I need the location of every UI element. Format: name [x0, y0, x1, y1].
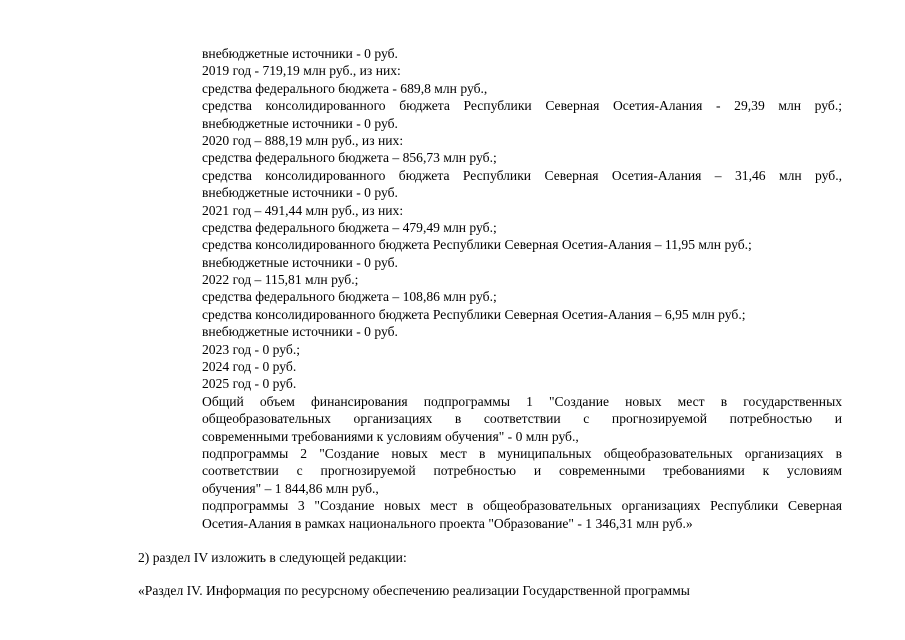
text-line: 2019 год - 719,19 млн руб., из них:: [202, 63, 401, 79]
text-line: средства федерального бюджета - 689,8 млн руб.,: [202, 80, 488, 96]
text-line: Общий объем финансирования подпрограммы 1 "Создание новых мест в государственных: [202, 393, 842, 409]
text-line: современными требованиями к условиям обучения" - 0 млн руб.,: [202, 428, 579, 444]
text-line: средства федерального бюджета – 856,73 млн руб.;: [202, 150, 497, 166]
text-line: средства консолидированного бюджета Республики Северная Осетия-Алания – 6,95 млн руб.;: [202, 306, 746, 322]
text-line: средства федерального бюджета – 108,86 млн руб.;: [202, 289, 497, 305]
text-line: средства консолидированного бюджета Республики Северная Осетия-Алания - 29,39 млн руб.;: [202, 98, 842, 114]
text-line: 2025 год - 0 руб.: [202, 376, 297, 392]
text-line: 2021 год – 491,44 млн руб., из них:: [202, 202, 404, 218]
text-line: обучения" – 1 844,86 млн руб.,: [202, 480, 379, 496]
text-line: 2020 год – 888,19 млн руб., из них:: [202, 132, 404, 148]
text-line: внебюджетные источники - 0 руб.: [202, 46, 398, 61]
text-line: подпрограммы 2 "Создание новых мест в муниципальных общеобразовательных организациях в: [202, 445, 842, 461]
text-line: внебюджетные источники - 0 руб.: [202, 254, 398, 270]
text-line: средства федерального бюджета – 479,49 млн руб.;: [202, 219, 497, 235]
text-line: внебюджетные источники - 0 руб.: [202, 185, 398, 201]
text-line: общеобразовательных организациях в соответствии с прогнозируемой потребностью и: [202, 411, 842, 427]
section-heading: «Раздел IV. Информация по ресурсному обеспечению реализации Государственной программы: [138, 583, 690, 598]
list-item-2: 2) раздел IV изложить в следующей редакции:: [138, 550, 407, 565]
text-line: соответствии с прогнозируемой потребностью и современными требованиями к условиям: [202, 463, 842, 479]
text-line: внебюджетные источники - 0 руб.: [202, 115, 398, 131]
text-line: подпрограммы 3 "Создание новых мест в общеобразовательных организациях Республики Северная: [202, 498, 842, 514]
text-line: 2022 год – 115,81 млн руб.;: [202, 272, 359, 288]
text-line: 2023 год - 0 руб.;: [202, 341, 300, 357]
text-line: внебюджетные источники - 0 руб.: [202, 324, 398, 340]
text-line: Осетия-Алания в рамках национального проекта "Образование" - 1 346,31 млн руб.»: [202, 515, 693, 531]
text-line: 2024 год - 0 руб.: [202, 359, 297, 375]
text-line: средства консолидированного бюджета Республики Северная Осетия-Алания – 11,95 млн руб.;: [202, 237, 752, 253]
financing-text-block: [202, 45, 842, 532]
text-line: средства консолидированного бюджета Республики Северная Осетия-Алания – 31,46 млн руб.,: [202, 167, 842, 183]
